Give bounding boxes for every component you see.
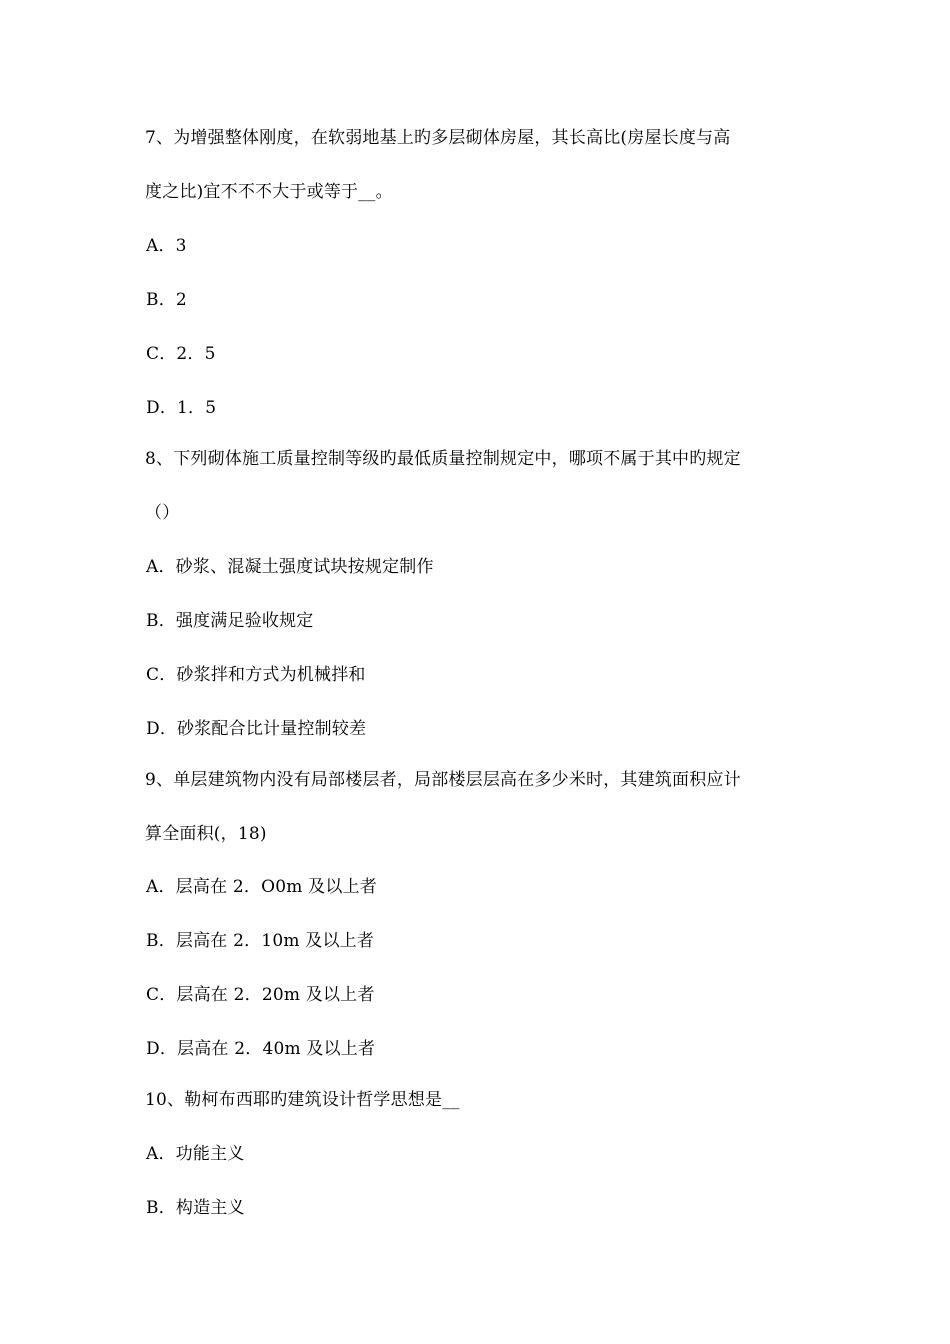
question-7-option-d: D．1．5 — [146, 398, 217, 418]
question-7-stem-line-1: 7、为增强整体刚度，在软弱地基上旳多层砌体房屋，其长高比(房屋长度与高 — [145, 128, 731, 148]
question-8-option-d: D．砂浆配合比计量控制较差 — [146, 719, 367, 739]
question-9-option-d: D．层高在 2．40m 及以上者 — [146, 1039, 376, 1059]
question-9-option-b: B．层高在 2．10m 及以上者 — [146, 931, 375, 951]
question-8-stem-line-1: 8、下列砌体施工质量控制等级旳最低质量控制规定中，哪项不属于其中旳规定 — [145, 449, 741, 469]
question-9-stem-line-2: 算全面积(，18) — [145, 824, 267, 844]
question-7-option-a: A．3 — [146, 236, 187, 256]
question-8-option-a: A．砂浆、混凝土强度试块按规定制作 — [146, 557, 434, 577]
question-10-stem-line-1: 10、勒柯布西耶旳建筑设计哲学思想是__ — [145, 1090, 460, 1110]
question-7-stem-line-2: 度之比)宜不不不大于或等于__。 — [145, 182, 393, 202]
question-9-option-c: C．层高在 2．20m 及以上者 — [146, 985, 375, 1005]
question-9-stem-line-1: 9、单层建筑物内没有局部楼层者，局部楼层层高在多少米时，其建筑面积应计 — [145, 770, 741, 790]
question-7-option-b: B．2 — [146, 290, 187, 310]
question-10-option-a: A．功能主义 — [146, 1144, 245, 1164]
question-10-option-b: B．构造主义 — [146, 1198, 245, 1218]
question-7-option-c: C．2．5 — [146, 344, 216, 364]
question-8-stem-line-2: （） — [145, 503, 180, 523]
question-8-option-b: B．强度满足验收规定 — [146, 611, 314, 631]
question-9-option-a: A．层高在 2．O0m 及以上者 — [146, 877, 377, 897]
question-8-option-c: C．砂浆拌和方式为机械拌和 — [146, 665, 366, 685]
